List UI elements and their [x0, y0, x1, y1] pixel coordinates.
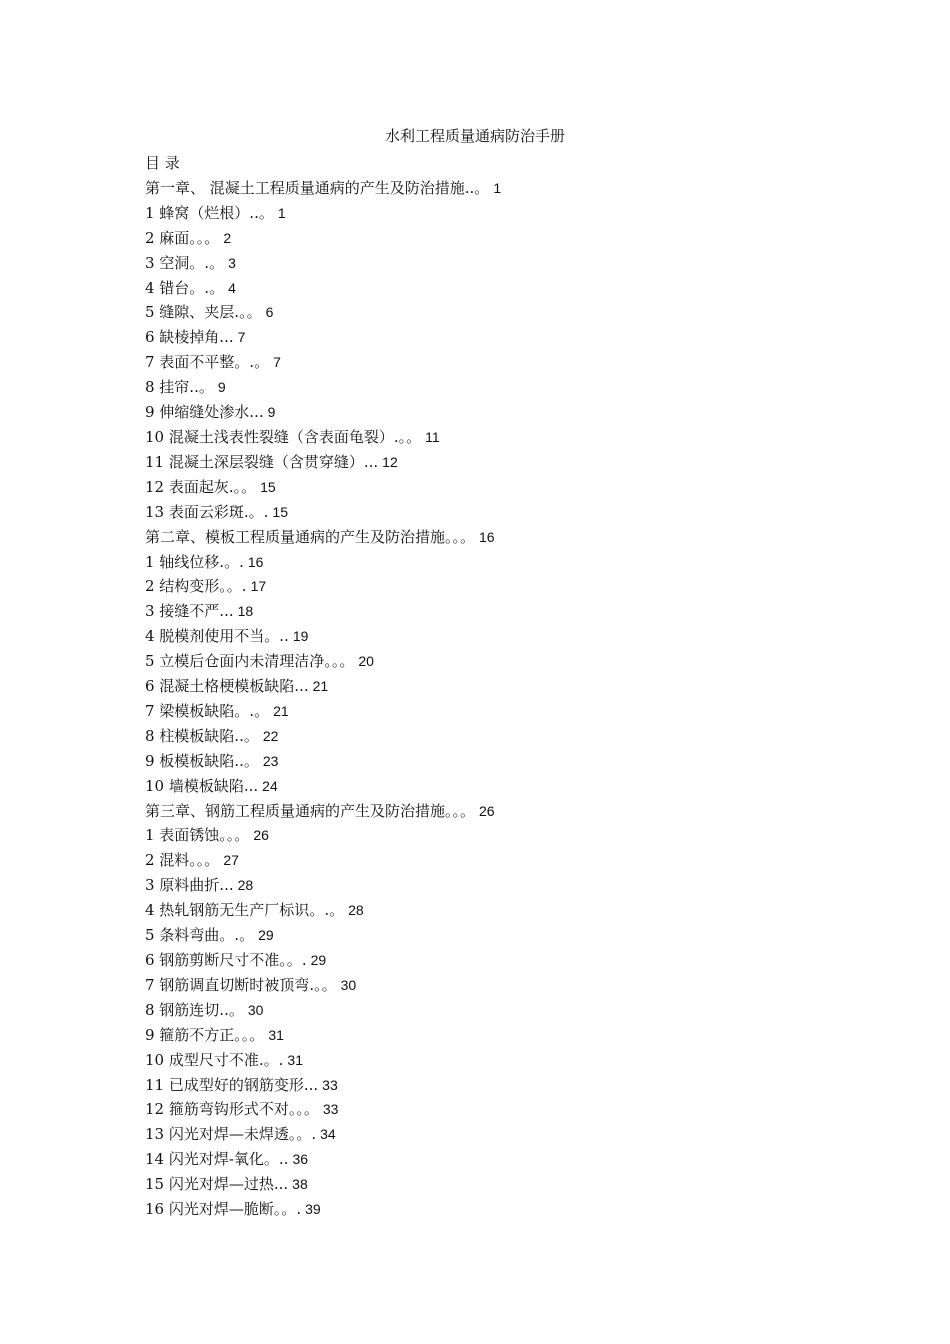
toc-entry[interactable]	[145, 226, 845, 251]
toc-entry[interactable]	[145, 276, 845, 301]
toc-entry-page-number: 17	[250, 578, 267, 595]
toc-entry-page-number: 33	[322, 1101, 339, 1118]
toc-entry[interactable]	[145, 848, 845, 873]
toc-entry[interactable]	[145, 350, 845, 375]
toc-entry-page-number: 31	[268, 1026, 284, 1043]
toc-entry[interactable]	[145, 823, 845, 848]
toc-heading: 目 录	[145, 154, 180, 172]
toc-entry[interactable]	[145, 300, 845, 325]
toc-entry-text: 5 条料弯曲。.。	[145, 926, 255, 945]
toc-entry-page-number: 16	[247, 553, 264, 570]
toc-entry[interactable]	[145, 923, 845, 948]
toc-entry[interactable]	[145, 749, 845, 774]
toc-entry-page-number: 18	[237, 603, 254, 620]
toc-entry-page-number: 30	[340, 976, 357, 993]
toc-entry-page-number: 36	[292, 1151, 309, 1168]
toc-entry-page-number: 24	[262, 777, 278, 794]
toc-entry[interactable]	[145, 624, 845, 649]
toc-entry[interactable]	[145, 649, 845, 674]
toc-entry-page-number: 7	[237, 329, 246, 346]
toc-entry-text: 1 轴线位移.。.	[145, 552, 244, 571]
toc-entry-text: 13 闪光对焊—未焊透。。.	[145, 1125, 317, 1144]
toc-entry-page-number: 9	[217, 379, 226, 396]
toc-entry-page-number: 29	[258, 927, 274, 944]
toc-entry[interactable]	[145, 450, 845, 475]
toc-entry-text: 11 已成型好的钢筋变形...	[145, 1075, 319, 1094]
toc-entry-text: 1 蜂窝（烂根）..。	[145, 203, 274, 222]
toc-entry-page-number: 23	[262, 752, 279, 769]
toc-entry-text: 5 缝隙、夹层.。。	[145, 303, 262, 322]
toc-entry-page-number: 2	[223, 229, 232, 246]
toc-entry[interactable]	[145, 1197, 845, 1222]
toc-entry[interactable]	[145, 1097, 845, 1122]
toc-entry[interactable]	[145, 898, 845, 923]
toc-entry[interactable]	[145, 998, 845, 1023]
toc-entry[interactable]	[145, 1122, 845, 1147]
toc-entry-page-number: 4	[228, 279, 236, 296]
toc-entry-text: 5 立模后仓面内未清理洁净。。。	[145, 652, 355, 671]
toc-entry-page-number: 34	[320, 1126, 336, 1143]
toc-entry-text: 12 箍筋弯钩形式不对。。。	[145, 1100, 319, 1119]
toc-entry-text: 6 钢筋剪断尺寸不准。。.	[145, 951, 307, 969]
toc-entry-page-number: 29	[310, 952, 327, 968]
toc-entry-text: 6 缺棱掉角...	[145, 328, 234, 347]
toc-entry-text: 2 麻面。。。	[145, 228, 220, 247]
toc-entry-page-number: 6	[265, 304, 274, 321]
toc-entry[interactable]	[145, 873, 845, 898]
toc-entry-text: 7 表面不平整。.。	[145, 353, 270, 372]
toc-entry-page-number: 22	[262, 727, 279, 744]
toc-entry-page-number: 39	[305, 1201, 321, 1218]
toc-entry[interactable]	[145, 699, 845, 724]
toc-entry[interactable]	[145, 724, 845, 749]
toc-entry-page-number: 15	[260, 478, 276, 495]
toc-entry-text: 14 闪光对焊-氧化。..	[145, 1150, 289, 1169]
toc-entry-page-number: 20	[358, 653, 374, 670]
toc-entry-text: 2 结构变形。。.	[145, 577, 247, 596]
toc-entry[interactable]	[145, 325, 845, 350]
toc-entry-text: 4 错台。.。	[145, 278, 225, 297]
toc-entry-page-number: 28	[237, 877, 254, 894]
toc-entry-text: 15 闪光对焊—过热...	[145, 1175, 289, 1194]
toc-entry-page-number: 31	[287, 1051, 303, 1068]
toc-entry-text: 2 混料。。。	[145, 851, 220, 870]
toc-entry-text: 7 梁模板缺陷。.。	[145, 701, 270, 720]
toc-entry[interactable]	[145, 375, 845, 400]
document-title: 水利工程质量通病防治手册	[384, 127, 565, 145]
toc-entry[interactable]	[145, 1147, 845, 1172]
toc-entry-text: 12 表面起灰.。。	[145, 477, 257, 496]
toc-entry-page-number: 16	[479, 528, 495, 545]
toc-entry-text: 4 脱模剂使用不当。..	[145, 627, 289, 646]
toc-entry-text: 10 混凝土浅表性裂缝（含表面龟裂）.。。	[145, 427, 422, 446]
toc-entry-page-number: 3	[228, 254, 236, 271]
toc-entry-page-number: 21	[312, 678, 329, 695]
toc-entry-text: 8 挂帘..。	[145, 378, 214, 397]
toc-entry[interactable]	[145, 574, 845, 599]
toc-entry-page-number: 7	[273, 354, 281, 371]
toc-entry-text: 10 墙模板缺陷...	[145, 776, 259, 795]
toc-entry-text: 16 闪光对焊—脆断。。.	[145, 1200, 302, 1219]
toc-entry-text: 8 钢筋连切..。	[145, 1000, 244, 1019]
toc-entry[interactable]	[145, 201, 845, 226]
toc-entry-page-number: 21	[273, 702, 289, 719]
table-of-contents	[145, 151, 845, 1222]
toc-entry[interactable]	[145, 1023, 845, 1048]
toc-entry[interactable]	[145, 948, 845, 973]
toc-entry-text: 第一章、 混凝土工程质量通病的产生及防治措施..。	[145, 178, 490, 197]
toc-entry-text: 11 混凝土深层裂缝（含贯穿缝）...	[145, 452, 379, 471]
toc-entry-page-number: 9	[267, 404, 276, 421]
toc-entry-text: 9 伸缩缝处渗水...	[145, 403, 264, 422]
toc-entry-text: 10 成型尺寸不准.。.	[145, 1050, 284, 1069]
toc-entry-page-number: 28	[348, 902, 364, 919]
toc-entry[interactable]	[145, 550, 845, 575]
toc-entry[interactable]	[145, 400, 845, 425]
toc-chapter-entry[interactable]	[145, 525, 845, 550]
toc-entry-text: 9 箍筋不方正。。。	[145, 1025, 265, 1044]
toc-list	[145, 176, 845, 1222]
toc-entry-text: 7 钢筋调直切断时被顶弯.。。	[145, 975, 337, 994]
toc-entry-page-number: 1	[493, 179, 502, 196]
toc-entry-text: 9 板模板缺陷..。	[145, 751, 259, 770]
toc-entry-page-number: 19	[292, 628, 309, 645]
toc-entry-page-number: 12	[382, 453, 398, 470]
toc-entry[interactable]	[145, 425, 845, 450]
toc-entry-text: 8 柱模板缺陷..。	[145, 726, 259, 745]
toc-entry-text: 1 表面锈蚀。。。	[145, 826, 250, 845]
toc-entry-text: 3 原料曲折...	[145, 876, 234, 895]
toc-entry-page-number: 27	[223, 852, 239, 869]
toc-entry[interactable]	[145, 774, 845, 799]
toc-entry[interactable]	[145, 251, 845, 276]
toc-entry-page-number: 11	[425, 428, 440, 445]
toc-entry[interactable]	[145, 1073, 845, 1098]
toc-entry-text: 4 热轧钢筋无生产厂标识。.。	[145, 901, 345, 920]
toc-entry-page-number: 1	[277, 204, 286, 221]
toc-entry-text: 第三章、钢筋工程质量通病的产生及防治措施。。。	[145, 801, 476, 820]
toc-entry-text: 3 接缝不严...	[145, 602, 234, 621]
toc-entry-page-number: 15	[272, 503, 288, 520]
toc-entry[interactable]	[145, 500, 845, 525]
toc-entry-page-number: 26	[253, 827, 269, 844]
toc-entry-page-number: 33	[322, 1076, 338, 1093]
toc-entry[interactable]	[145, 674, 845, 699]
toc-entry[interactable]	[145, 599, 845, 624]
toc-entry[interactable]	[145, 1172, 845, 1197]
toc-entry-page-number: 26	[479, 802, 495, 819]
toc-entry[interactable]	[145, 973, 845, 998]
toc-entry-text: 6 混凝土格梗模板缺陷...	[145, 677, 309, 696]
toc-entry-text: 3 空洞。.。	[145, 253, 225, 272]
toc-chapter-entry[interactable]	[145, 799, 845, 824]
toc-entry-page-number: 38	[292, 1176, 308, 1193]
toc-entry[interactable]	[145, 1048, 845, 1073]
toc-entry-page-number: 30	[247, 1001, 264, 1018]
toc-entry-text: 第二章、模板工程质量通病的产生及防治措施。。。	[145, 527, 476, 546]
toc-entry[interactable]	[145, 475, 845, 500]
toc-entry-text: 13 表面云彩斑.。.	[145, 502, 269, 521]
toc-chapter-entry[interactable]	[145, 176, 845, 201]
